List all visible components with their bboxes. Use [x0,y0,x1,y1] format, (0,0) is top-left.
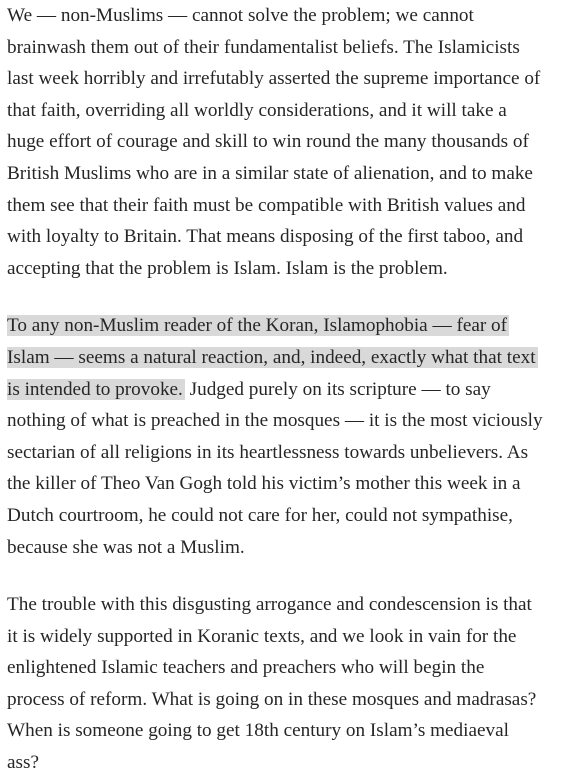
paragraph-1 [7,0,582,284]
text-selection-highlight[interactable]: Islam — seems a natural reaction, and, indeed, exactly what that text [7,346,536,368]
text-line: enlightened Islamic teachers and preachers who will begin the [7,657,485,679]
text-line: the killer of Theo Van Gogh told his victim’s mother this week in a [7,473,521,495]
text-line: nothing of what is preached in the mosques — it is the most viciously [7,410,543,432]
text-line: ass? [7,752,39,774]
text-line: sectarian of all religions in its heartlessness towards unbelievers. As [7,441,529,463]
text-line: The trouble with this disgusting arrogance and condescension is that [7,594,532,616]
text-selection-highlight[interactable]: To any non-Muslim reader of the Koran, Islamophobia — fear of [7,315,508,337]
text-line: When is someone going to get 18th century on Islam’s mediaeval [7,720,509,742]
text-line: them see that their faith must be compatible with British values and [7,194,526,216]
paragraph-gap [7,563,582,589]
text-line: Dutch courtroom, he could not care for her, could not sympathise, [7,504,513,526]
text-line: brainwash them out of their fundamentalist beliefs. The Islamicists [7,36,520,58]
text-selection-highlight[interactable]: is intended to provoke. [7,378,183,400]
text-line-highlighted [7,310,582,342]
text-line-partial-highlight [7,374,582,406]
text-line: last week horribly and irrefutably asserted the supreme importance of [7,68,541,90]
text-continuation: Judged purely on its scripture — to say [184,378,491,400]
text-line: because she was not a Muslim. [7,536,245,558]
text-line: accepting that the problem is Islam. Islam is the problem. [7,257,448,279]
text-line: process of reform. What is going on in these mosques and madrasas? [7,688,537,710]
text-line: that faith, overriding all worldly considerations, and it will take a [7,99,507,121]
paragraph-gap [7,284,582,310]
text-line: it is widely supported in Koranic texts, and we look in vain for the [7,625,517,647]
text-line: huge effort of courage and skill to win round the many thousands of [7,131,529,153]
text-line: British Muslims who are in a similar state of alienation, and to make [7,162,533,184]
article-body [7,0,582,779]
text-line-highlighted [7,342,582,374]
paragraph-3 [7,589,582,779]
text-line: We — non-Muslims — cannot solve the problem; we cannot [7,5,474,26]
text-line: with loyalty to Britain. That means disposing of the first taboo, and [7,226,524,248]
paragraph-2 [7,310,582,563]
